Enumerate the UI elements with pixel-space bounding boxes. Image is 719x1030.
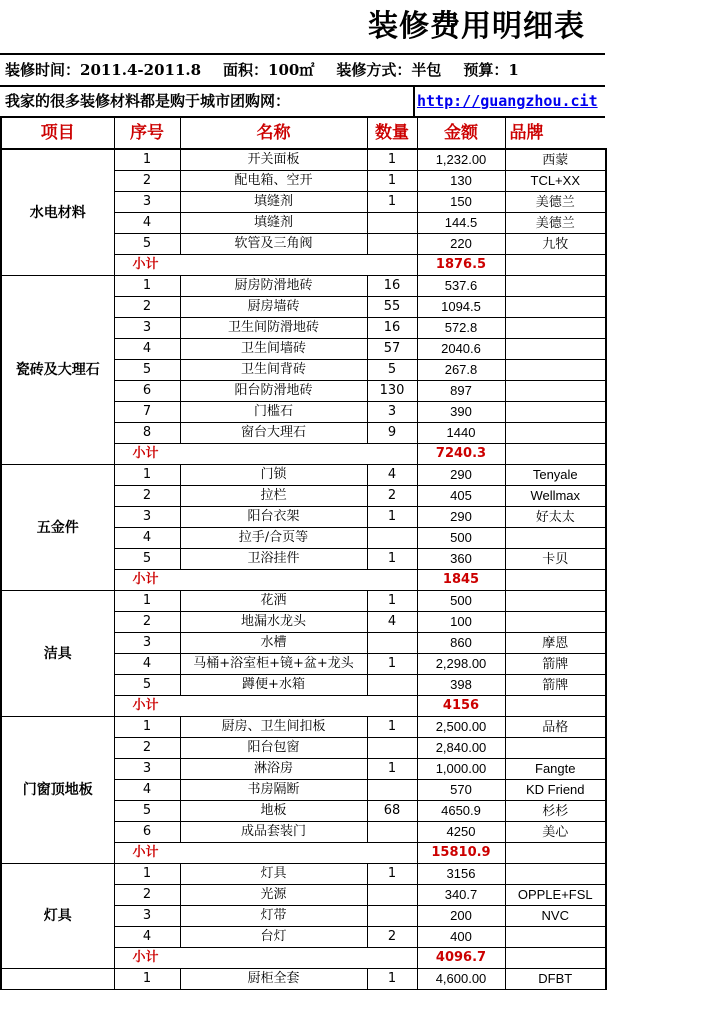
category-cell	[1, 969, 114, 990]
item-brand: 箭牌	[505, 675, 606, 696]
item-brand: 西蒙	[505, 149, 606, 171]
item-name: 阳台衣架	[180, 507, 367, 528]
item-amount: 570	[417, 780, 505, 801]
table-row	[1, 591, 606, 612]
item-name: 台灯	[180, 927, 367, 948]
item-quantity: 1	[367, 969, 417, 990]
subtotal-label: 小计	[114, 696, 417, 717]
item-number: 2	[114, 486, 180, 507]
item-quantity	[367, 822, 417, 843]
item-amount: 2040.6	[417, 339, 505, 360]
item-amount: 3156	[417, 864, 505, 885]
item-amount: 400	[417, 927, 505, 948]
table-body	[1, 149, 606, 990]
item-quantity: 2	[367, 486, 417, 507]
item-number: 4	[114, 780, 180, 801]
item-amount: 1440	[417, 423, 505, 444]
item-brand	[505, 612, 606, 633]
item-number: 2	[114, 885, 180, 906]
item-quantity: 4	[367, 465, 417, 486]
item-number: 1	[114, 864, 180, 885]
item-quantity: 4	[367, 612, 417, 633]
item-number: 2	[114, 612, 180, 633]
item-brand: 九牧	[505, 234, 606, 255]
item-name: 地板	[180, 801, 367, 822]
info-row	[0, 53, 605, 87]
item-name: 拉手/合页等	[180, 528, 367, 549]
item-name: 灯具	[180, 864, 367, 885]
item-number: 1	[114, 969, 180, 990]
item-quantity: 3	[367, 402, 417, 423]
item-quantity: 1	[367, 192, 417, 213]
item-amount: 2,840.00	[417, 738, 505, 759]
item-amount: 150	[417, 192, 505, 213]
subtotal-brand	[505, 843, 606, 864]
subtotal-label: 小计	[114, 843, 417, 864]
renovation-time: 装修时间：2011.4-2011.8	[5, 61, 202, 79]
item-brand: OPPLE+FSL	[505, 885, 606, 906]
item-number: 6	[114, 381, 180, 402]
item-name: 阳台包窗	[180, 738, 367, 759]
item-quantity	[367, 213, 417, 234]
item-name: 厨房、卫生间扣板	[180, 717, 367, 738]
subtotal-label: 小计	[114, 255, 417, 276]
item-number: 8	[114, 423, 180, 444]
renovation-method: 装修方式：半包	[336, 61, 442, 79]
item-number: 4	[114, 654, 180, 675]
item-brand	[505, 297, 606, 318]
item-quantity	[367, 633, 417, 654]
item-brand	[505, 423, 606, 444]
item-brand	[505, 339, 606, 360]
item-name: 水槽	[180, 633, 367, 654]
table-row	[1, 969, 606, 990]
item-name: 填缝剂	[180, 213, 367, 234]
table-row	[1, 149, 606, 171]
item-number: 1	[114, 717, 180, 738]
item-brand: 卡贝	[505, 549, 606, 570]
item-number: 4	[114, 339, 180, 360]
subtotal-amount: 15810.9	[417, 843, 505, 864]
item-quantity: 1	[367, 654, 417, 675]
item-quantity: 1	[367, 717, 417, 738]
item-brand: 美心	[505, 822, 606, 843]
item-number: 1	[114, 276, 180, 297]
category-cell: 洁具	[1, 591, 114, 717]
item-quantity	[367, 906, 417, 927]
item-number: 5	[114, 801, 180, 822]
item-brand	[505, 738, 606, 759]
item-amount: 537.6	[417, 276, 505, 297]
item-quantity: 1	[367, 591, 417, 612]
item-amount: 860	[417, 633, 505, 654]
item-brand: DFBT	[505, 969, 606, 990]
item-amount: 130	[417, 171, 505, 192]
item-name: 填缝剂	[180, 192, 367, 213]
category-cell: 门窗顶地板	[1, 717, 114, 864]
table-row	[1, 717, 606, 738]
item-name: 门锁	[180, 465, 367, 486]
item-quantity: 68	[367, 801, 417, 822]
item-quantity	[367, 234, 417, 255]
item-amount: 1094.5	[417, 297, 505, 318]
item-amount: 1,232.00	[417, 149, 505, 171]
item-name: 卫生间防滑地砖	[180, 318, 367, 339]
table-header-row	[1, 118, 606, 149]
subtotal-brand	[505, 255, 606, 276]
item-amount: 2,298.00	[417, 654, 505, 675]
item-quantity: 1	[367, 549, 417, 570]
item-quantity	[367, 675, 417, 696]
item-brand: 品格	[505, 717, 606, 738]
item-name: 马桶+浴室柜+镜+盆+龙头	[180, 654, 367, 675]
header-number: 序号	[114, 118, 180, 149]
subtotal-brand	[505, 444, 606, 465]
item-name: 阳台防滑地砖	[180, 381, 367, 402]
item-brand: TCL+XX	[505, 171, 606, 192]
item-amount: 100	[417, 612, 505, 633]
item-brand	[505, 360, 606, 381]
item-quantity: 2	[367, 927, 417, 948]
item-brand	[505, 381, 606, 402]
item-amount: 500	[417, 528, 505, 549]
item-number: 3	[114, 507, 180, 528]
category-cell: 灯具	[1, 864, 114, 969]
item-amount: 200	[417, 906, 505, 927]
item-name: 卫浴挂件	[180, 549, 367, 570]
item-brand: 杉杉	[505, 801, 606, 822]
subtotal-amount: 1876.5	[417, 255, 505, 276]
item-name: 配电箱、空开	[180, 171, 367, 192]
item-amount: 4250	[417, 822, 505, 843]
category-cell: 瓷砖及大理石	[1, 276, 114, 465]
item-name: 成品套装门	[180, 822, 367, 843]
item-name: 厨房墙砖	[180, 297, 367, 318]
header-category: 项目	[1, 118, 114, 149]
item-name: 书房隔断	[180, 780, 367, 801]
item-number: 3	[114, 633, 180, 654]
item-number: 2	[114, 738, 180, 759]
subtotal-brand	[505, 570, 606, 591]
subtotal-amount: 7240.3	[417, 444, 505, 465]
item-quantity: 1	[367, 507, 417, 528]
item-number: 4	[114, 213, 180, 234]
item-name: 卫生间墙砖	[180, 339, 367, 360]
item-amount: 1,000.00	[417, 759, 505, 780]
item-brand: NVC	[505, 906, 606, 927]
subtotal-brand	[505, 948, 606, 969]
item-amount: 398	[417, 675, 505, 696]
item-quantity: 9	[367, 423, 417, 444]
item-quantity: 16	[367, 276, 417, 297]
item-brand	[505, 927, 606, 948]
item-amount: 290	[417, 507, 505, 528]
item-number: 3	[114, 906, 180, 927]
item-name: 门槛石	[180, 402, 367, 423]
item-number: 2	[114, 297, 180, 318]
item-brand: Wellmax	[505, 486, 606, 507]
item-number: 4	[114, 528, 180, 549]
item-quantity: 57	[367, 339, 417, 360]
item-quantity	[367, 738, 417, 759]
item-brand	[505, 402, 606, 423]
item-number: 2	[114, 171, 180, 192]
item-number: 1	[114, 465, 180, 486]
subtotal-label: 小计	[114, 948, 417, 969]
area: 面积：100㎡	[223, 61, 315, 79]
expense-table	[0, 118, 607, 990]
item-name: 拉栏	[180, 486, 367, 507]
item-name: 窗台大理石	[180, 423, 367, 444]
item-name: 卫生间背砖	[180, 360, 367, 381]
item-name: 蹲便+水箱	[180, 675, 367, 696]
item-name: 厨柜全套	[180, 969, 367, 990]
item-amount: 2,500.00	[417, 717, 505, 738]
item-brand	[505, 318, 606, 339]
item-amount: 4,600.00	[417, 969, 505, 990]
item-brand: 摩恩	[505, 633, 606, 654]
item-number: 1	[114, 591, 180, 612]
category-cell: 五金件	[1, 465, 114, 591]
table-row	[1, 864, 606, 885]
item-number: 4	[114, 927, 180, 948]
item-name: 软管及三角阀	[180, 234, 367, 255]
item-quantity: 55	[367, 297, 417, 318]
item-brand: 美德兰	[505, 213, 606, 234]
item-amount: 340.7	[417, 885, 505, 906]
item-number: 6	[114, 822, 180, 843]
item-quantity: 1	[367, 149, 417, 171]
item-brand: 美德兰	[505, 192, 606, 213]
item-amount: 290	[417, 465, 505, 486]
header-amount: 金额	[417, 118, 505, 149]
item-number: 5	[114, 234, 180, 255]
item-quantity	[367, 528, 417, 549]
item-amount: 500	[417, 591, 505, 612]
budget: 预算：1	[463, 61, 519, 79]
item-brand: KD Friend	[505, 780, 606, 801]
page-title: 装修费用明细表	[368, 9, 585, 44]
header-brand: 品牌	[505, 118, 606, 149]
subtotal-label: 小计	[114, 570, 417, 591]
item-amount: 572.8	[417, 318, 505, 339]
item-amount: 897	[417, 381, 505, 402]
item-number: 1	[114, 149, 180, 171]
item-name: 地漏水龙头	[180, 612, 367, 633]
item-name: 灯带	[180, 906, 367, 927]
item-quantity: 1	[367, 171, 417, 192]
item-number: 3	[114, 318, 180, 339]
subtotal-label: 小计	[114, 444, 417, 465]
item-brand	[505, 276, 606, 297]
subtotal-amount: 1845	[417, 570, 505, 591]
promo-row	[0, 87, 605, 118]
item-amount: 144.5	[417, 213, 505, 234]
item-amount: 4650.9	[417, 801, 505, 822]
promo-text: 我家的很多装修材料都是购于城市团购网：	[0, 87, 415, 116]
item-number: 3	[114, 192, 180, 213]
item-amount: 220	[417, 234, 505, 255]
item-brand	[505, 528, 606, 549]
item-amount: 360	[417, 549, 505, 570]
item-brand	[505, 591, 606, 612]
item-quantity: 16	[367, 318, 417, 339]
item-number: 5	[114, 675, 180, 696]
item-brand: Tenyale	[505, 465, 606, 486]
item-amount: 390	[417, 402, 505, 423]
item-number: 5	[114, 549, 180, 570]
item-name: 淋浴房	[180, 759, 367, 780]
item-number: 7	[114, 402, 180, 423]
header-quantity: 数量	[367, 118, 417, 149]
item-number: 5	[114, 360, 180, 381]
item-brand: Fangte	[505, 759, 606, 780]
subtotal-amount: 4156	[417, 696, 505, 717]
table-row	[1, 276, 606, 297]
item-quantity: 130	[367, 381, 417, 402]
subtotal-amount: 4096.7	[417, 948, 505, 969]
header-name: 名称	[180, 118, 367, 149]
item-quantity	[367, 780, 417, 801]
item-number: 3	[114, 759, 180, 780]
subtotal-brand	[505, 696, 606, 717]
item-quantity: 1	[367, 864, 417, 885]
item-quantity: 5	[367, 360, 417, 381]
promo-link[interactable]: http://guangzhou.cit	[417, 92, 598, 110]
item-brand: 好太太	[505, 507, 606, 528]
item-amount: 267.8	[417, 360, 505, 381]
item-brand: 箭牌	[505, 654, 606, 675]
item-quantity	[367, 885, 417, 906]
item-name: 花洒	[180, 591, 367, 612]
item-name: 厨房防滑地砖	[180, 276, 367, 297]
item-name: 光源	[180, 885, 367, 906]
item-amount: 405	[417, 486, 505, 507]
item-name: 开关面板	[180, 149, 367, 171]
table-row	[1, 465, 606, 486]
category-cell: 水电材料	[1, 149, 114, 276]
item-quantity: 1	[367, 759, 417, 780]
item-brand	[505, 864, 606, 885]
